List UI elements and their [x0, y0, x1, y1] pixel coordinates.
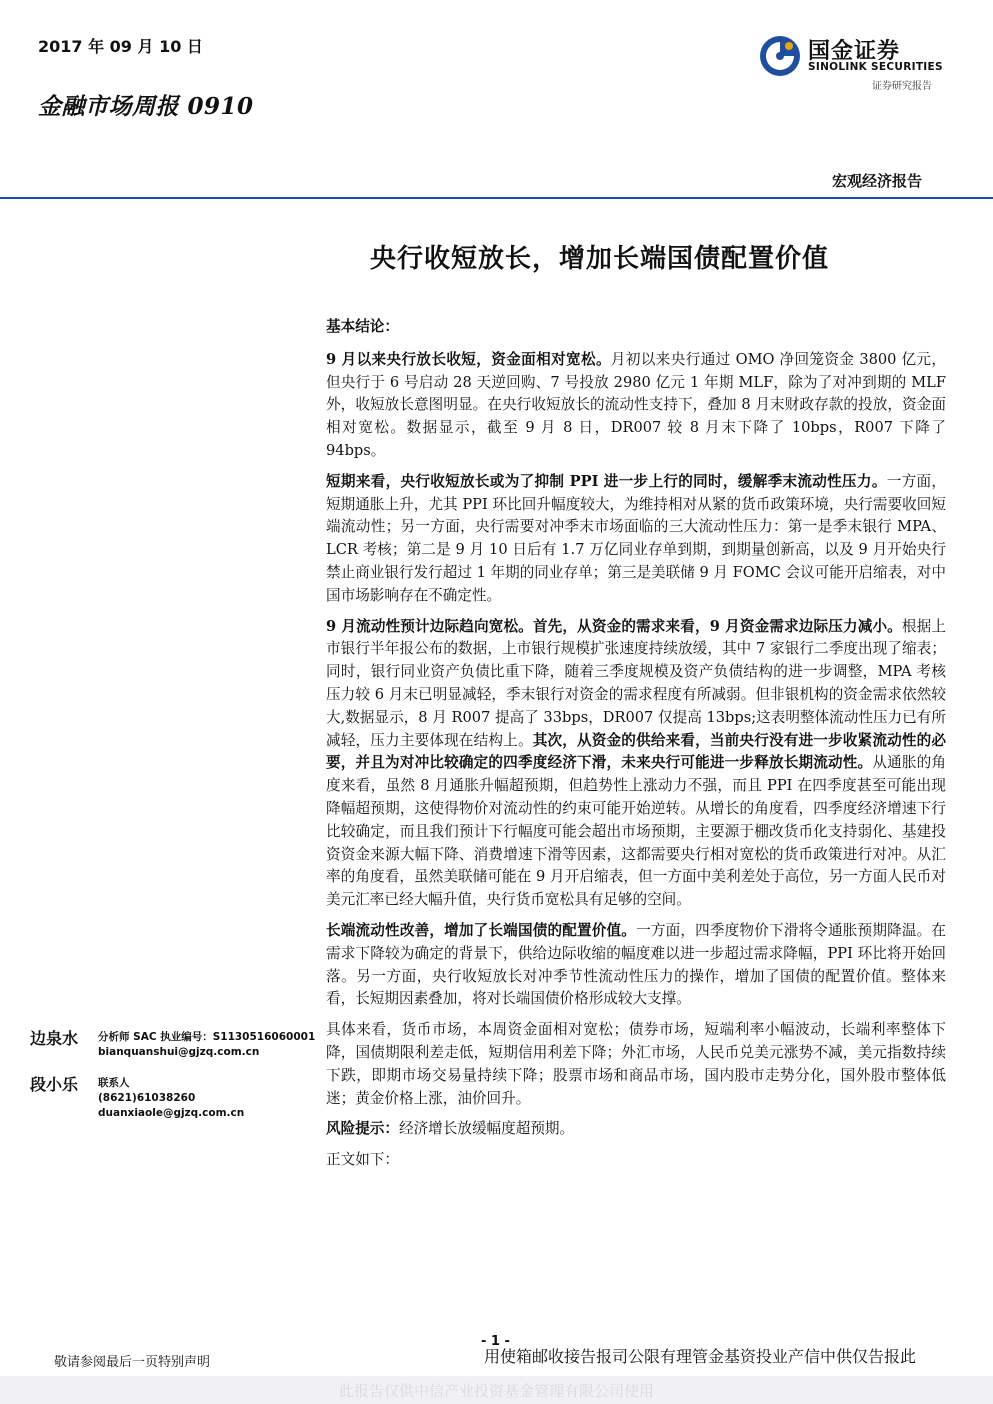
footer-usage-note: 用使箱邮收接告报司公限有理管金基资投业产信中供仅告报此: [484, 1347, 917, 1366]
risk-text: 经济增长放缓幅度超预期。: [398, 1120, 575, 1138]
analyst-1-email[interactable]: bianquanshui@gjzq.com.cn: [98, 1046, 260, 1058]
sinolink-logo-icon: [756, 32, 804, 80]
analyst-2-role: 联系人: [98, 1077, 130, 1089]
page-number: - 1 -: [481, 1334, 510, 1349]
paragraph-4: [326, 920, 946, 1011]
report-body: [326, 316, 946, 1180]
report-date: 2017 年 09 月 10 日: [38, 37, 203, 56]
brand-logo: [756, 30, 956, 94]
brand-subtitle: 证券研究报告: [872, 81, 932, 92]
paragraph-3-text-2: 从通胀的角度来看，虽然 8 月通胀升幅超预期，但趋势性上涨动力不强，而且 PPI 在四季度甚至可能出现降幅超预期，这使得物价对流动性的约束可能开始逆转。从增长的角度看，四季度经济增速下行比较确定，而且我们预计下行幅度可能会超出市场预期，主要源于棚改货币化支持弱化、基建投资资金来源大幅下降、消费增速下滑等因素，这都需要央行相对宽松的货币政策进行对冲。从汇率的角度看，虽然美联储可能在 9 月开启缩表，但一方面中美利差处于高位，另一方面人民币对美元汇率已经大幅升值，央行货币宽松具有足够的空间。: [326, 754, 946, 909]
paragraph-4-text: 一方面，四季度物价下滑将令通胀预期降温。在需求下降较为确定的背景下，供给边际收缩的幅度难以进一步超过需求降幅，PPI 环比将开始回落。另一方面，央行收短放长对冲季节性流动性压力的操作，增加了国债的配置价值。整体来看，长短期因素叠加，将对长端国债价格形成较大支撑。: [326, 921, 946, 1008]
paragraph-3: [326, 616, 946, 912]
footer-disclaimer-link: 敬请参阅最后一页特别声明: [54, 1355, 211, 1370]
report-series-title: 金融市场周报 0910: [38, 93, 254, 120]
analyst-2-name: 段小乐: [30, 1075, 79, 1094]
paragraph-4-lead: 长端流动性改善，增加了长端国债的配置价值。: [326, 921, 637, 939]
watermark-text: 此报告仅供中信产业投资基金管理有限公司使用: [338, 1382, 654, 1400]
analyst-2-info: [98, 1076, 244, 1121]
brand-name-en: SINOLINK SECURITIES: [808, 61, 943, 73]
closing-line: 正文如下：: [326, 1151, 399, 1169]
report-category: 宏观经济报告: [832, 172, 923, 190]
paragraph-3-lead-2: 其次，从资金的供给来看，当前央行没有进一步收紧流动性的必要，并且为对冲比较确定的四季度经济下滑，未来央行可能进一步释放长期流动性。: [326, 731, 946, 772]
analyst-2-email[interactable]: duanxiaole@gjzq.com.cn: [98, 1107, 245, 1119]
analyst-1-role: 分析师 SAC 执业编号：S1130516060001: [98, 1031, 316, 1043]
paragraph-2-lead: 短期来看，央行收短放长或为了抑制 PPI 进一步上行的同时，缓解季末流动性压力。: [326, 472, 887, 490]
section-title: 基本结论：: [326, 318, 399, 335]
header-divider: [0, 197, 993, 199]
headline: 央行收短放长，增加长端国债配置价值: [370, 244, 830, 274]
paragraph-3-lead: 9 月流动性预计边际趋向宽松。首先，从资金的需求来看，9 月资金需求边际压力减小。: [326, 617, 902, 635]
paragraph-1-text: 月初以来央行通过 OMO 净回笼资金 3800 亿元，但央行于 6 号启动 28 天逆回购、7 号投放 2980 亿元 1 年期 MLF，除为了对冲到期的 MLF 外，收短放长意图明显。在央行收短放长的流动性支持下，叠加 8 月末财政存款的投放，资金面相对宽松。数据显示，截至 9 月 8 日，DR007 较 8 月末下降了 10bps，R007 下降了 94bps。: [326, 350, 946, 459]
analyst-1-info: [98, 1030, 315, 1060]
paragraph-2: [326, 471, 946, 608]
paragraph-5-text: 具体来看，货币市场，本周资金面相对宽松；债券市场，短端利率小幅波动，长端利率整体下降，国债期限利差走低，短期信用利差下降；外汇市场，人民币兑美元涨势不减，美元指数持续下跌，即期市场交易量持续下降；股票市场和商品市场，国内股市走势分化，国外股市整体低迷；黄金价格上涨，油价回升。: [326, 1021, 946, 1107]
analyst-2-phone: (8621)61038260: [98, 1092, 196, 1104]
paragraph-3-text-1: 根据上市银行半年报公布的数据，上市银行规模扩张速度持续放缓，其中 7 家银行二季度出现了缩表；同时，银行同业资产负债比重下降，随着三季度规模及资产负债结构的进一步调整，MPA 考核压力较 6 月末已明显减轻，季末银行对资金的需求程度有所减弱。但非银机构的资金需求依然较大,数据显示，8 月 R007 提高了 33bps，DR007 仅提高 13bps;这表明整体流动性压力已有所减轻，压力主要体现在结构上。: [326, 617, 946, 749]
risk-label: 风险提示：: [326, 1120, 399, 1138]
paragraph-1: [326, 349, 946, 463]
brand-name-cn: 国金证券: [808, 39, 901, 64]
risk-warning: [326, 1118, 946, 1141]
paragraph-1-lead: 9 月以来央行放长收短，资金面相对宽松。: [326, 350, 611, 368]
paragraph-2-text: 一方面，短期通胀上升，尤其 PPI 环比回升幅度较大，为维持相对从紧的货币政策环境，央行需要收回短端流动性；另一方面，央行需要对冲季末市场面临的三大流动性压力：第一是季末银行 MPA、LCR 考核；第二是 9 月 10 日后有 1.7 万亿同业存单到期，到期量创新高，以及 9 月开始央行禁止商业银行发行超过 1 年期的同业存单；第三是美联储 9 月 FOMC 会议可能开启缩表，对中国市场影响存在不确定性。: [326, 472, 946, 604]
analyst-1-name: 边泉水: [30, 1029, 79, 1048]
paragraph-5: [326, 1019, 946, 1110]
